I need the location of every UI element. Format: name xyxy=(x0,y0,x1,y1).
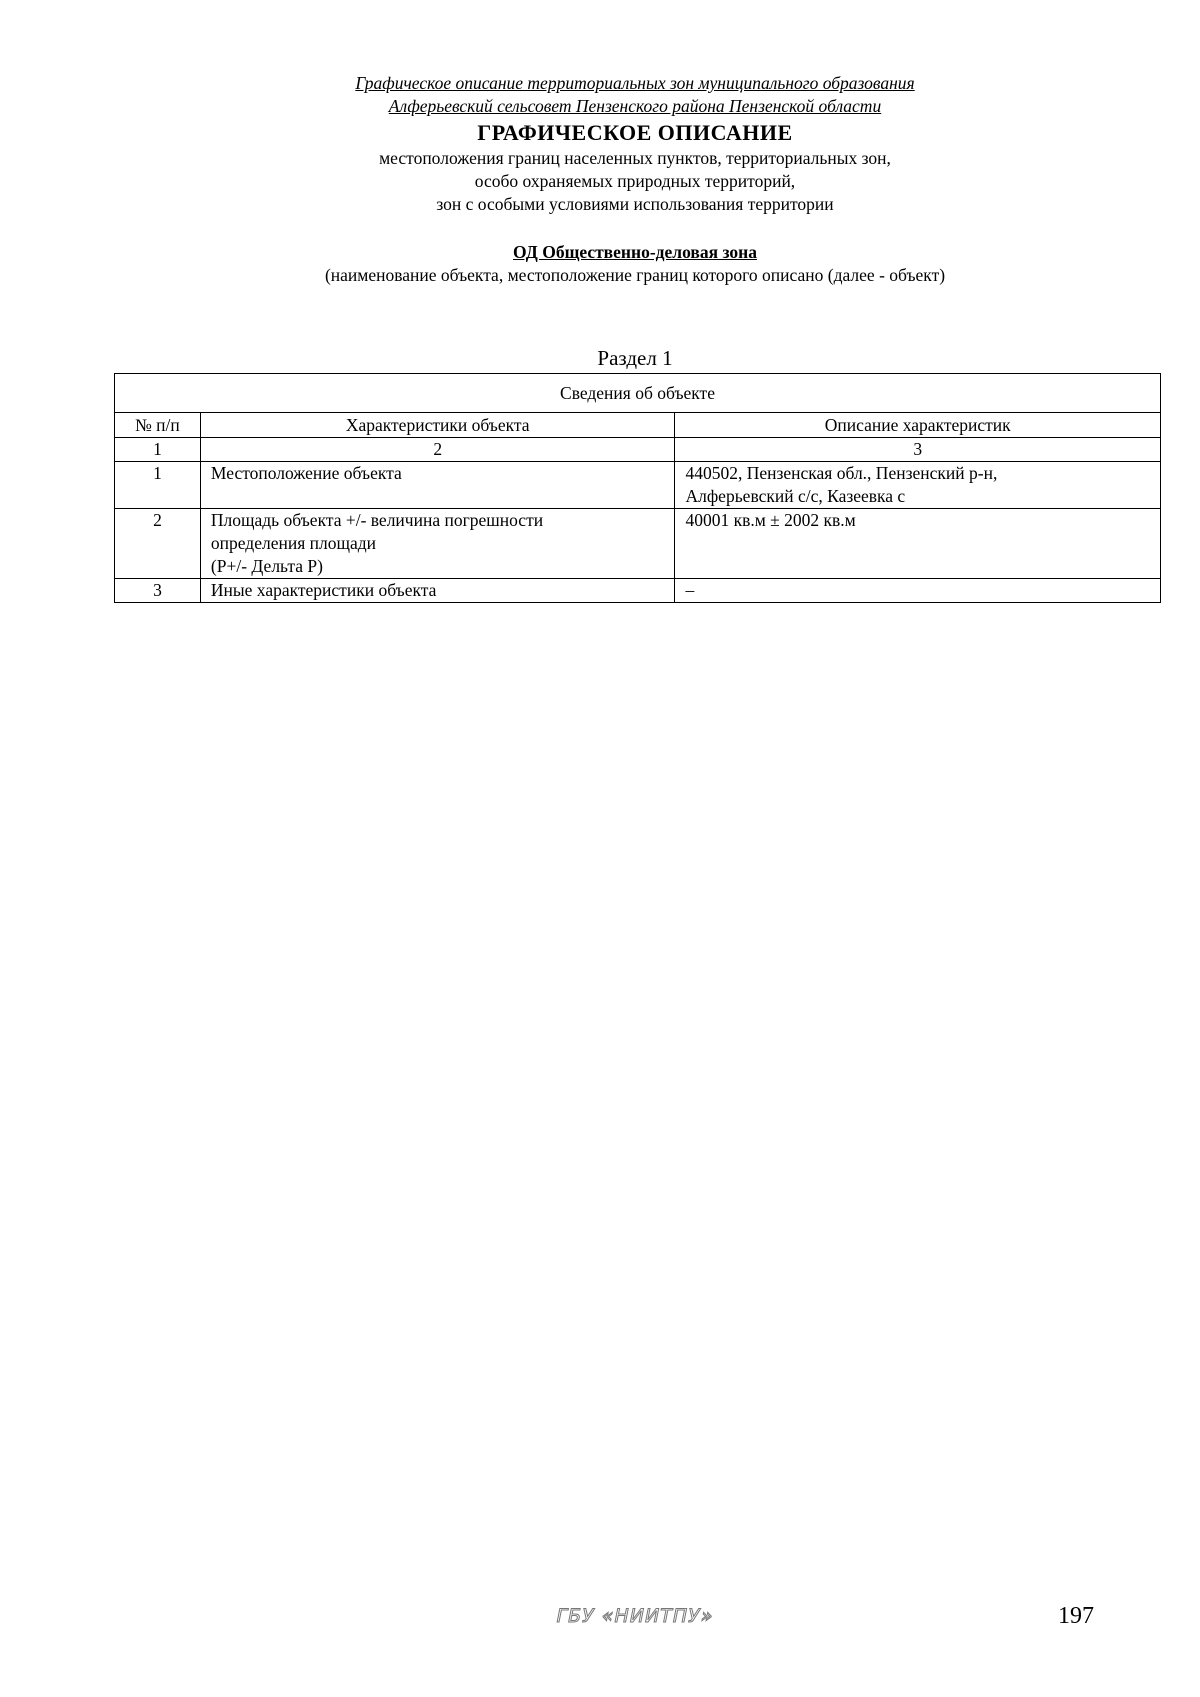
row-description-line: 440502, Пензенская обл., Пензенский р-н, xyxy=(685,463,998,483)
document-title: ГРАФИЧЕСКОЕ ОПИСАНИЕ xyxy=(477,120,793,145)
table-caption-row xyxy=(115,374,1161,413)
header-characteristic: Характеристики объекта xyxy=(200,413,675,438)
row-description xyxy=(675,462,1161,509)
table-caption: Сведения об объекте xyxy=(115,374,1161,413)
row-number: 1 xyxy=(115,462,201,509)
row-characteristic-line: Местоположение объекта xyxy=(210,463,402,483)
footer-organization: ГБУ «НИИТПУ» xyxy=(556,1605,714,1627)
table-row xyxy=(115,462,1161,509)
column-number: 1 xyxy=(115,438,201,462)
row-description xyxy=(675,579,1161,603)
row-characteristic-line: определения площади xyxy=(210,533,376,553)
header-num: № п/п xyxy=(115,413,201,438)
row-number: 3 xyxy=(115,579,201,603)
row-description-line: – xyxy=(685,580,695,600)
document-header xyxy=(0,72,1200,287)
subtitle-line-1: местоположения границ населенных пунктов, территориальных зон, xyxy=(379,148,891,168)
row-characteristic xyxy=(200,462,675,509)
subtitle-line-3: зон с особыми условиями использования территории xyxy=(436,194,834,214)
row-number: 2 xyxy=(115,509,201,579)
row-characteristic xyxy=(200,509,675,579)
column-number: 2 xyxy=(200,438,675,462)
object-info-table xyxy=(114,373,1161,603)
table-row xyxy=(115,509,1161,579)
table-column-numbers-row xyxy=(115,438,1161,462)
header-line-2: Алферьевский сельсовет Пензенского района Пензенской области xyxy=(388,96,882,116)
object-note: (наименование объекта, местоположение границ которого описано (далее - объект) xyxy=(324,265,946,285)
table-row xyxy=(115,579,1161,603)
section-title: Раздел 1 xyxy=(597,346,673,370)
table-header-row xyxy=(115,413,1161,438)
header-line-1: Графическое описание территориальных зон муниципального образования xyxy=(355,73,915,93)
column-number: 3 xyxy=(675,438,1161,462)
row-characteristic-line: (P+/- Дельта P) xyxy=(210,556,323,576)
object-name: ОД Общественно-деловая зона xyxy=(513,242,757,262)
header-description: Описание характеристик xyxy=(675,413,1161,438)
row-description-line: Алферьевский с/с, Казеевка с xyxy=(685,486,906,506)
row-characteristic xyxy=(200,579,675,603)
row-description xyxy=(675,509,1161,579)
subtitle-line-2: особо охраняемых природных территорий, xyxy=(474,171,796,191)
page-number: 197 xyxy=(1058,1603,1094,1629)
row-characteristic-line: Иные характеристики объекта xyxy=(210,580,437,600)
row-description-line: 40001 кв.м ± 2002 кв.м xyxy=(685,510,856,530)
row-characteristic-line: Площадь объекта +/- величина погрешности xyxy=(210,510,544,530)
